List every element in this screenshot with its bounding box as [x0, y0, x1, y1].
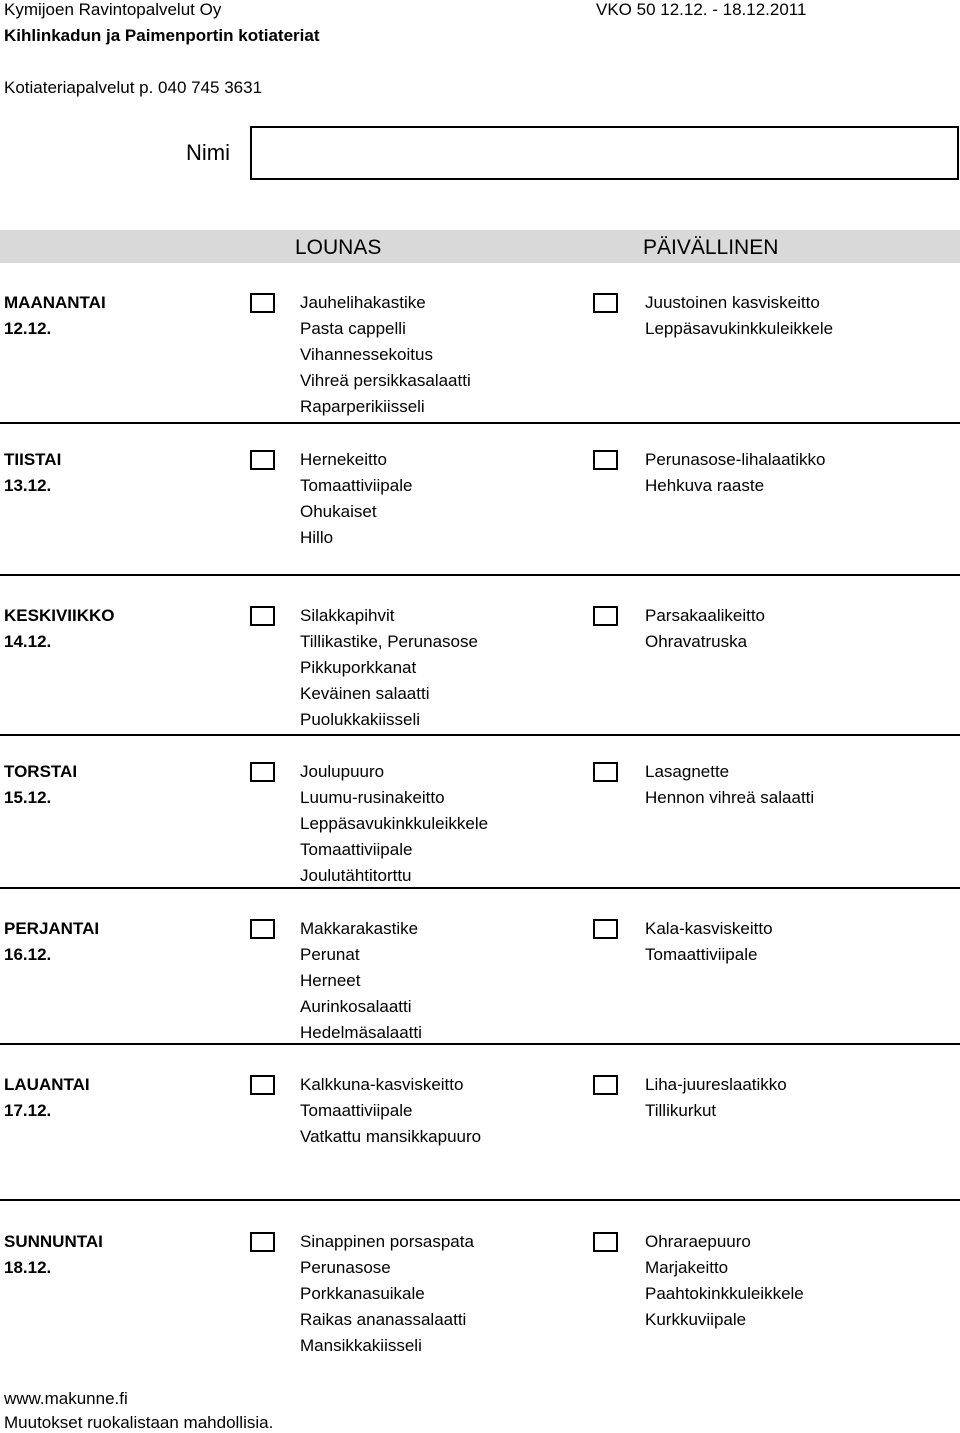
dinner-column-header: PÄIVÄLLINEN — [643, 236, 779, 259]
dinner-checkbox[interactable] — [593, 606, 618, 626]
dinner-item: Kala-kasviskeitto — [645, 919, 773, 938]
dinner-items — [645, 1232, 804, 1336]
dinner-checkbox[interactable] — [593, 919, 618, 939]
day-name: TIISTAI — [4, 450, 62, 469]
dinner-checkbox[interactable] — [593, 1075, 618, 1095]
dinner-checkbox[interactable] — [593, 293, 618, 313]
day-block — [0, 293, 960, 424]
dinner-item: Paahtokinkkuleikkele — [645, 1284, 804, 1303]
dinner-item: Kurkkuviipale — [645, 1310, 747, 1329]
dinner-item: Marjakeitto — [645, 1258, 729, 1277]
dinner-item: Hennon vihreä salaatti — [645, 788, 815, 807]
day-block — [0, 606, 960, 736]
dinner-items — [645, 1075, 787, 1127]
lunch-checkbox[interactable] — [250, 450, 275, 470]
lunch-item: Mansikkakiisseli — [300, 1336, 422, 1355]
day-date: 12.12. — [4, 319, 52, 338]
service-phone: Kotiateriapalvelut p. 040 745 3631 — [4, 78, 263, 97]
lunch-item: Luumu-rusinakeitto — [300, 788, 445, 807]
footer-note: Muutokset ruokalistaan mahdollisia. — [4, 1413, 274, 1432]
lunch-checkbox[interactable] — [250, 1232, 275, 1252]
dinner-item: Juustoinen kasviskeitto — [645, 293, 820, 312]
lunch-item: Tomaattiviipale — [300, 476, 413, 495]
lunch-item: Vihannessekoitus — [300, 345, 433, 364]
footer-url: www.makunne.fi — [4, 1389, 128, 1408]
company-name: Kymijoen Ravintopalvelut Oy — [4, 0, 222, 19]
dinner-items — [645, 919, 773, 971]
dinner-checkbox[interactable] — [593, 450, 618, 470]
dinner-item: Lasagnette — [645, 762, 730, 781]
dinner-item: Tomaattiviipale — [645, 945, 758, 964]
name-label: Nimi — [186, 140, 230, 165]
lunch-item: Vihreä persikkasalaatti — [300, 371, 471, 390]
dinner-item: Hehkuva raaste — [645, 476, 765, 495]
lunch-item: Perunat — [300, 945, 360, 964]
lunch-item: Joulutähtitorttu — [300, 866, 412, 885]
dinner-checkbox[interactable] — [593, 762, 618, 782]
name-input[interactable] — [250, 126, 959, 180]
lunch-items — [300, 762, 488, 892]
day-date: 14.12. — [4, 632, 52, 651]
lunch-item: Hillo — [300, 528, 334, 547]
lunch-items — [300, 1075, 481, 1153]
day-block — [0, 1232, 960, 1362]
lunch-column-header: LOUNAS — [295, 236, 382, 259]
lunch-item: Ohukaiset — [300, 502, 377, 521]
lunch-item: Pasta cappelli — [300, 319, 406, 338]
day-block — [0, 919, 960, 1045]
day-date: 16.12. — [4, 945, 52, 964]
day-date: 13.12. — [4, 476, 52, 495]
lunch-item: Hedelmäsalaatti — [300, 1023, 422, 1042]
lunch-item: Raikas ananassalaatti — [300, 1310, 467, 1329]
day-name: LAUANTAI — [4, 1075, 90, 1094]
lunch-items — [300, 919, 422, 1049]
day-block — [0, 450, 960, 576]
lunch-items — [300, 293, 471, 423]
lunch-item: Raparperikiisseli — [300, 397, 425, 416]
lunch-item: Tomaattiviipale — [300, 1101, 413, 1120]
lunch-checkbox[interactable] — [250, 293, 275, 313]
lunch-checkbox[interactable] — [250, 919, 275, 939]
lunch-item: Perunasose — [300, 1258, 391, 1277]
lunch-item: Vatkattu mansikkapuuro — [300, 1127, 482, 1146]
dinner-item: Leppäsavukinkkuleikkele — [645, 319, 834, 338]
lunch-item: Tillikastike, Perunasose — [300, 632, 478, 651]
day-name: SUNNUNTAI — [4, 1232, 103, 1251]
column-header-band — [0, 230, 960, 263]
lunch-item: Porkkanasuikale — [300, 1284, 425, 1303]
dinner-items — [645, 762, 814, 814]
dinner-item: Liha-juureslaatikko — [645, 1075, 787, 1094]
dinner-items — [645, 606, 765, 658]
day-name: MAANANTAI — [4, 293, 106, 312]
lunch-items — [300, 1232, 474, 1362]
lunch-checkbox[interactable] — [250, 762, 275, 782]
day-name: PERJANTAI — [4, 919, 100, 938]
day-name: TORSTAI — [4, 762, 78, 781]
lunch-item: Tomaattiviipale — [300, 840, 413, 859]
lunch-item: Aurinkosalaatti — [300, 997, 412, 1016]
day-date: 15.12. — [4, 788, 52, 807]
dinner-item: Ohraraepuuro — [645, 1232, 751, 1251]
dinner-checkbox[interactable] — [593, 1232, 618, 1252]
day-name: KESKIVIIKKO — [4, 606, 115, 625]
dinner-item: Ohravatruska — [645, 632, 748, 651]
dinner-item: Tillikurkut — [645, 1101, 717, 1120]
day-date: 17.12. — [4, 1101, 52, 1120]
lunch-checkbox[interactable] — [250, 606, 275, 626]
lunch-item: Sinappinen porsaspata — [300, 1232, 474, 1251]
day-block — [0, 762, 960, 889]
lunch-item: Jauhelihakastike — [300, 293, 426, 312]
lunch-item: Hernekeitto — [300, 450, 387, 469]
lunch-item: Silakkapihvit — [300, 606, 395, 625]
week-label: VKO 50 12.12. - 18.12.2011 — [596, 0, 807, 19]
lunch-items — [300, 450, 412, 554]
lunch-checkbox[interactable] — [250, 1075, 275, 1095]
lunch-item: Kalkkuna-kasviskeitto — [300, 1075, 464, 1094]
lunch-item: Puolukkakiisseli — [300, 710, 420, 729]
lunch-item: Leppäsavukinkkuleikkele — [300, 814, 489, 833]
lunch-item: Joulupuuro — [300, 762, 385, 781]
dinner-item: Perunasose-lihalaatikko — [645, 450, 826, 469]
lunch-item: Makkarakastike — [300, 919, 419, 938]
dinner-items — [645, 450, 826, 502]
lunch-item: Keväinen salaatti — [300, 684, 430, 703]
day-block — [0, 1075, 960, 1201]
lunch-item: Herneet — [300, 971, 361, 990]
dinner-items — [645, 293, 833, 345]
lunch-item: Pikkuporkkanat — [300, 658, 417, 677]
day-date: 18.12. — [4, 1258, 52, 1277]
lunch-items — [300, 606, 478, 736]
kitchen-title: Kihlinkadun ja Paimenportin kotiateriat — [4, 26, 320, 45]
dinner-item: Parsakaalikeitto — [645, 606, 766, 625]
